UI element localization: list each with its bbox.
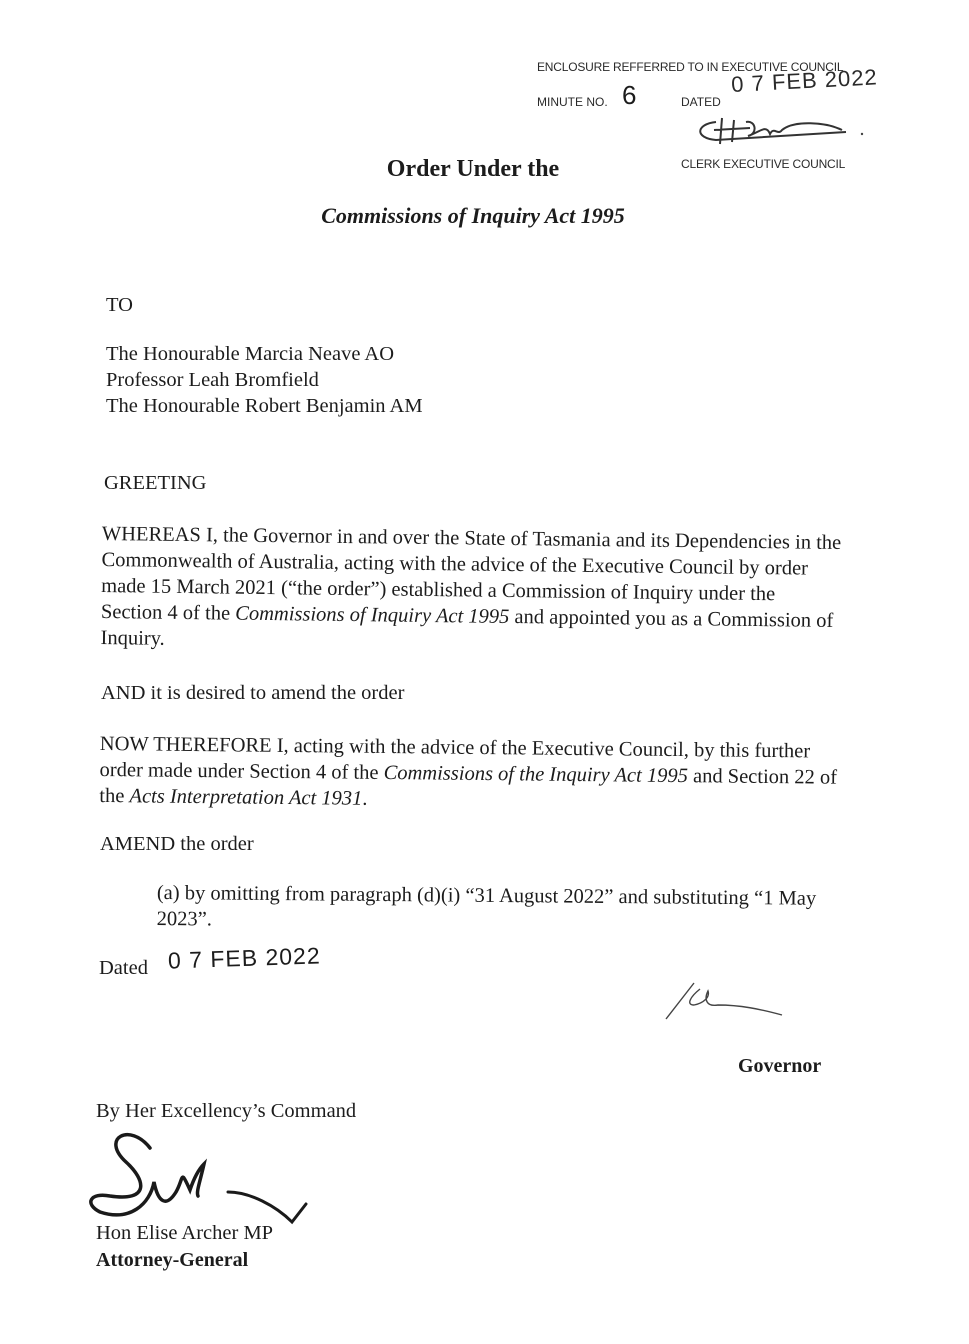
- signatory-name: Hon Elise Archer MP: [96, 1222, 274, 1244]
- recipient-list: [106, 341, 423, 419]
- now-therefore-paragraph: [99, 731, 840, 817]
- act-name: Commissions of Inquiry Act 1995: [235, 602, 510, 628]
- governor-label: Governor: [738, 1055, 822, 1077]
- to-label: TO: [106, 294, 133, 316]
- amendment-paragraph: (a) by omitting from paragraph (d)(i) “31 August 2022” and substituting “1 May 2023”.: [156, 881, 817, 931]
- stamp-date: 0 7 FEB 2022: [730, 64, 879, 98]
- now-text-middle: and Section 22 of the: [99, 765, 838, 808]
- stamp-clerk-label: CLERK EXECUTIVE COUNCIL: [681, 157, 846, 171]
- governor-signature: [660, 975, 790, 1025]
- recipient: Professor Leah Bromfield: [106, 369, 319, 391]
- stamp-minute-number: 6: [622, 80, 637, 110]
- dated-stamp: 0 7 FEB 2022: [167, 942, 322, 974]
- now-text-end: .: [362, 787, 368, 810]
- act-name: Commissions of the Inquiry Act 1995: [383, 761, 689, 788]
- whereas-text-end: and appointed you as a Commission of Inquiry.: [100, 605, 834, 650]
- dated-label: Dated: [99, 957, 148, 979]
- order-subtitle: Commissions of Inquiry Act 1995: [321, 203, 625, 228]
- and-clause: AND it is desired to amend the order: [101, 682, 405, 704]
- greeting: GREETING: [104, 472, 207, 494]
- recipient: The Honourable Marcia Neave AO: [106, 343, 395, 365]
- stamp-dated-label: DATED: [681, 95, 721, 109]
- whereas-text: WHEREAS I, the Governor in and over the State of Tasmania and its Dependencies in the Commonwealth of Australia, acting with the advice of the Executive Council by order made 15 March 2021 (“the order”) established a Commission of Inquiry under the Section 4 of the: [100, 522, 842, 625]
- order-title: Order Under the: [386, 156, 560, 182]
- now-text: NOW THEREFORE I, acting with the advice of the Executive Council, by this further order made under Section 4 of the: [99, 732, 811, 784]
- command-text: By Her Excellency’s Command: [96, 1100, 357, 1122]
- act-name: Acts Interpretation Act 1931: [129, 785, 363, 810]
- recipient: The Honourable Robert Benjamin AM: [106, 395, 423, 417]
- stamp-heading: ENCLOSURE REFFERRED TO IN EXECUTIVE COUNCIL: [537, 60, 844, 74]
- amend-label: AMEND the order: [100, 833, 254, 855]
- clerk-signature: [686, 112, 866, 152]
- whereas-paragraph: [100, 521, 842, 660]
- signatory-title: Attorney-General: [96, 1249, 249, 1271]
- stamp-minute-label: MINUTE NO.: [537, 95, 608, 109]
